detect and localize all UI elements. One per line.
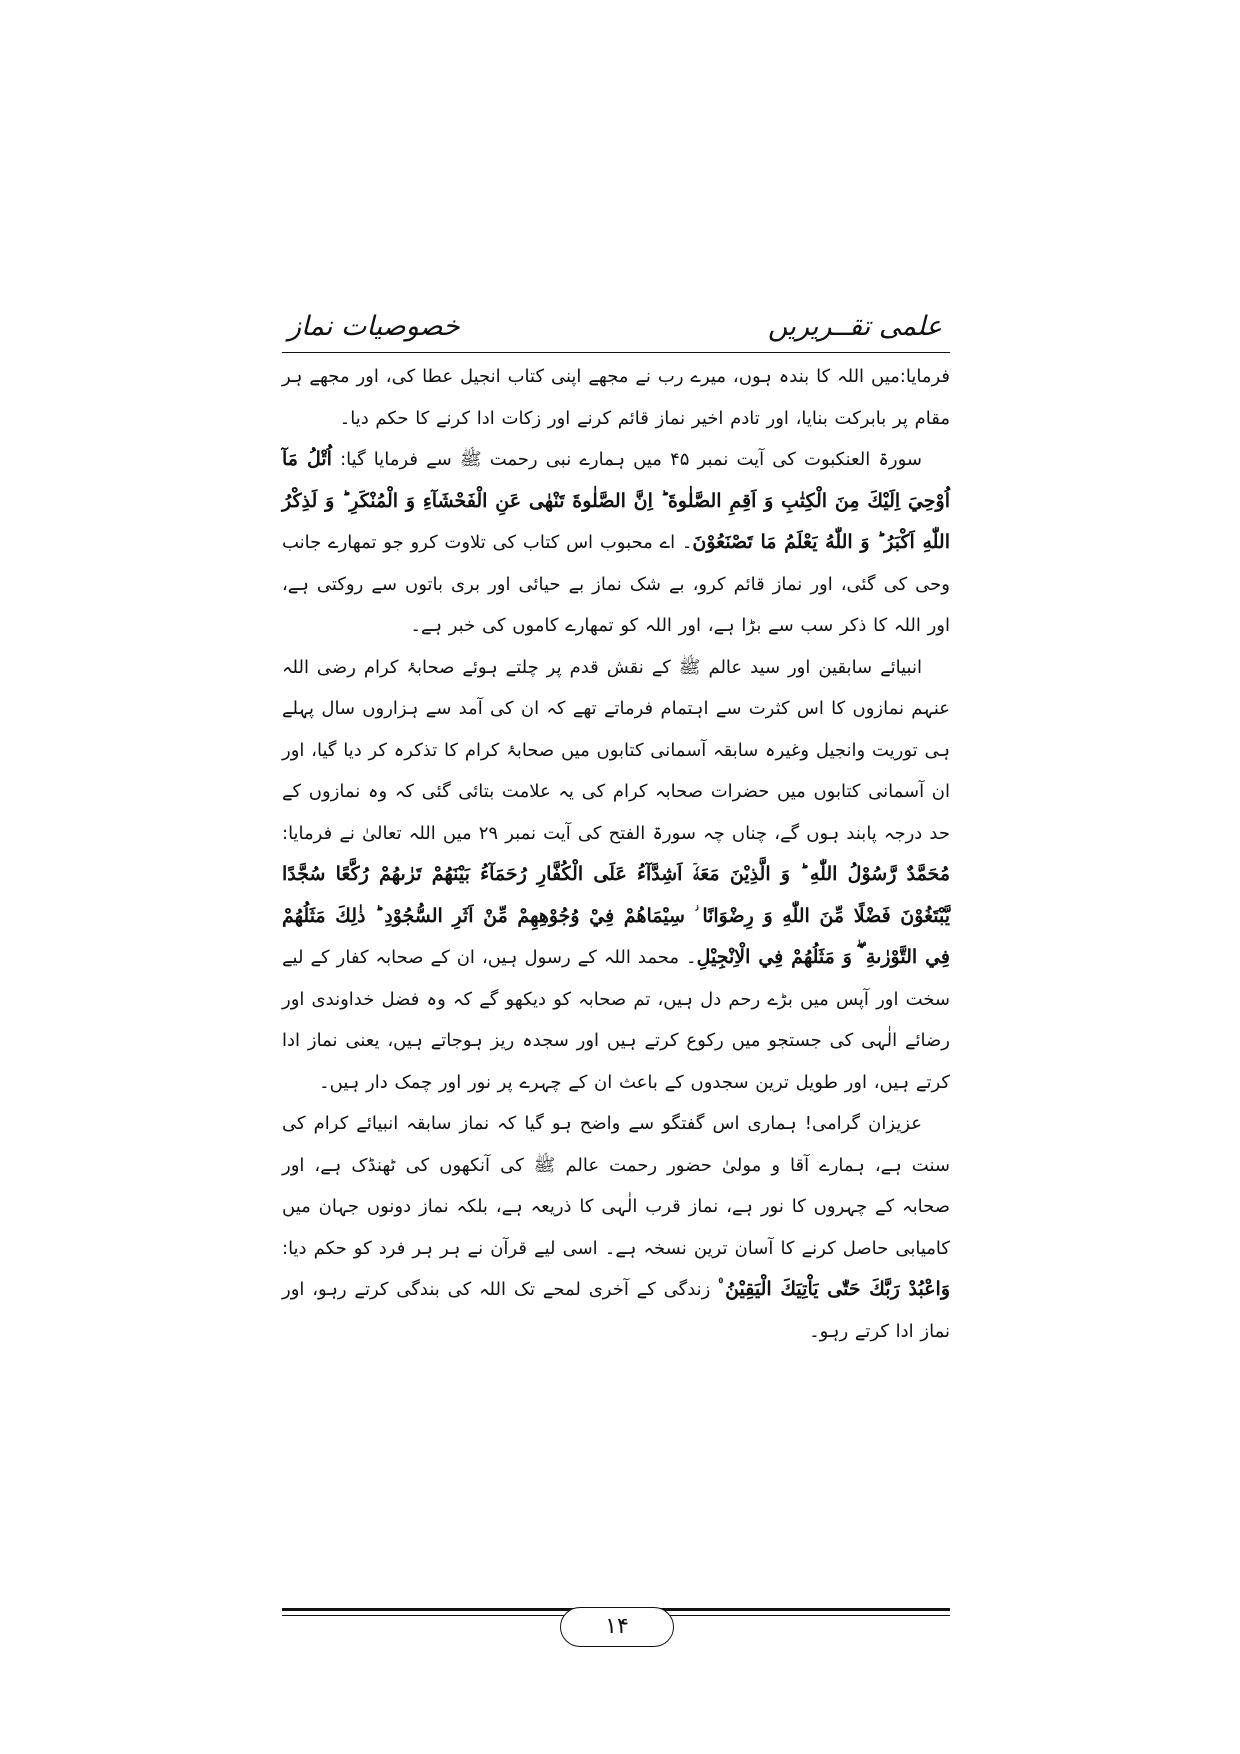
paragraph-lead: انبیائے سابقین اور سید عالم ﷺ کے نقش قدم پر چلتے ہوئے صحابۂ کرام رضی اللہ عنہم نمازوں کا اس کثرت سے اہتمام فرماتے تھے کہ ان کی آمد سے ہزاروں سال پہلے ہی توریت وانجیل وغیرہ سابقہ آسمانی کتابوں میں صحابۂ کرام کا تذکرہ کر دیا گیا، اور ان آسمانی کتابوں میں حضرات صحابہ کرام کی یہ علامت بتائی گئی کہ وہ نمازوں کے حد درجہ پابند ہوں گے، چناں چہ سورۃ الفتح کی آیت نمبر ۲۹ میں اللہ تعالیٰ نے فرمایا: <box>282 656 950 844</box>
paragraph-translation: ۔ محمد اللہ کے رسول ہیں، ان کے صحابہ کفار کے لیے سخت اور آپس میں بڑے رحم دل ہیں، تم صحابہ کو دیکھو گے کہ وہ فضل خداوندی اور رضائے الٰہی کی جستجو میں رکوع کرتے ہیں اور سجدہ ریز ہوجاتے ہیں، یعنی نماز ادا کرتے ہیں، اور طویل ترین سجدوں کے باعث ان کے چہرے پر نور اور چمک دار ہیں۔ <box>282 947 950 1093</box>
chapter-title: خصوصیات نماز <box>288 311 460 342</box>
book-title: علمی تقــریریں <box>767 311 942 342</box>
quran-verse: وَاعْبُدْ رَبَّكَ حَتّٰى يَاْتِيَكَ الْيَقِيْنُ ۠ <box>718 1278 951 1300</box>
paragraph <box>282 356 950 439</box>
paragraph-text: فرمایا:میں اللہ کا بندہ ہوں، میرے رب نے مجھے اپنی کتاب انجیل عطا کی، اور مجھے ہر مقام پر بابرکت بنایا، اور تادم اخیر نماز قائم کرنے اور زکات ادا کرنے کا حکم دیا۔ <box>282 366 950 429</box>
quran-verse: مُحَمَّدٌ رَّسُوْلُ اللّٰهِ ؕ وَ الَّذِيْنَ مَعَهٗۤ اَشِدَّآءُ عَلَى الْكُفَّارِ رُحَمَآءُ بَيْنَهُمْ تَرٰىهُمْ رُكَّعًا سُجَّدًا يَّبْتَغُوْنَ فَضْلًا مِّنَ اللّٰهِ وَ رِضْوَانًا ؗ سِيْمَاهُمْ فِيْ وُجُوْهِهِمْ مِّنْ اَثَرِ السُّجُوْدِ ؕ ذٰلِكَ مَثَلُهُمْ فِي التَّوْرٰىةِ ۛۖ وَ مَثَلُهُمْ فِي الْاِنْجِيْلِ <box>282 863 951 968</box>
paragraph-lead: سورۃ العنکبوت کی آیت نمبر ۴۵ میں ہمارے نبی رحمت ﷺ سے فرمایا گیا: <box>340 449 922 470</box>
page-body <box>282 356 950 1352</box>
header-divider <box>282 352 950 353</box>
paragraph-translation: زندگی کے آخری لمحے تک اللہ کی بندگی کرتے رہو، اور نماز ادا کرتے رہو۔ <box>282 1279 950 1342</box>
paragraph-lead: عزیزان گرامی! ہماری اس گفتگو سے واضح ہو گیا کہ نماز سابقہ انبیائے کرام کی سنت ہے، ہمارے آقا و مولیٰ حضور رحمت عالم ﷺ کی آنکھوں کی ٹھنڈک ہے، اور صحابہ کے چہروں کا نور ہے، نماز قرب الٰہی کا ذریعہ ہے، بلکہ نماز دونوں جہان میں کامیابی حاصل کرنے کا آسان ترین نسخہ ہے۔ اسی لیے قرآن نے ہر ہر فرد کو حکم دیا: <box>282 1113 950 1259</box>
quran-verse: اُتْلُ مَآ اُوْحِيَ اِلَيْكَ مِنَ الْكِتٰبِ وَ اَقِمِ الصَّلٰوةَ ؕ اِنَّ الصَّلٰوةَ تَنْهٰى عَنِ الْفَحْشَآءِ وَ الْمُنْكَرِ ؕ وَ لَذِكْرُ اللّٰهِ اَكْبَرُ ؕ وَ اللّٰهُ يَعْلَمُ مَا تَصْنَعُوْنَ <box>282 448 951 553</box>
paragraph-translation: ۔ اے محبوب اس کتاب کی تلاوت کرو جو تمھارے جانب وحی کی گئی، اور نماز قائم کرو، بے شک نماز بے حیائی اور بری باتوں سے روکتی ہے، اور اللہ کا ذکر سب سے بڑا ہے، اور اللہ کو تمھارے کاموں کی خبر ہے۔ <box>282 532 950 636</box>
paragraph <box>282 439 950 647</box>
page-number: ۱۴ <box>560 1607 674 1647</box>
paragraph <box>282 1103 950 1352</box>
paragraph <box>282 647 950 1104</box>
page-header <box>280 307 950 351</box>
